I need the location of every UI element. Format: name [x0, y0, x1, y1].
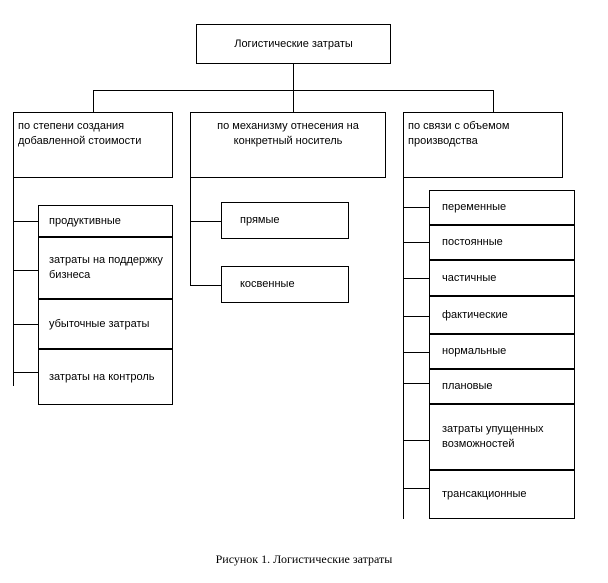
leaf-node-indirect [221, 266, 349, 303]
root-node [196, 24, 391, 64]
leaf-node-planned [429, 369, 575, 404]
branch3-spine-line [403, 178, 404, 519]
branch1-connector-3 [13, 324, 38, 325]
leaf-node-opportunity [429, 404, 575, 470]
leaf-node-fixed [429, 225, 575, 260]
branch3-connector-5 [403, 352, 429, 353]
leaf-node-indirect-label: косвенные [240, 278, 295, 290]
branch-node-production-volume [403, 112, 563, 178]
leaf-node-planned-label: плановые [442, 380, 493, 392]
leaf-node-variable-label: переменные [442, 201, 507, 213]
leaf-node-direct-label: прямые [240, 214, 280, 226]
branch-node-allocation-mechanism [190, 112, 386, 178]
leaf-node-transactional-label: трансакционные [442, 488, 527, 500]
branch-node-production-volume-label: по связи с объемом производства [408, 120, 510, 147]
branch2-spine-line [190, 178, 191, 285]
leaf-node-business-support-label: затраты на поддержку бизнеса [49, 254, 163, 281]
branch1-spine-line [13, 178, 14, 386]
leaf-node-fixed-label: постоянные [442, 236, 503, 248]
leaf-node-transactional [429, 470, 575, 519]
branch3-connector-4 [403, 316, 429, 317]
branch3-connector-6 [403, 383, 429, 384]
branch-node-allocation-mechanism-label: по механизму отнесения на конкретный носитель [217, 120, 359, 147]
branch3-connector-7 [403, 440, 429, 441]
branch3-connector-2 [403, 242, 429, 243]
branch-node-value-creation-label: по степени создания добавленной стоимости [18, 120, 142, 147]
leaf-node-partial [429, 260, 575, 296]
leaf-node-direct [221, 202, 349, 239]
root-node-label: Логистические затраты [234, 37, 353, 50]
branch-node-value-creation [13, 112, 173, 178]
branch1-connector-2 [13, 270, 38, 271]
leaf-node-control [38, 349, 173, 405]
leaf-node-control-label: затраты на контроль [49, 370, 155, 383]
leaf-node-business-support [38, 237, 173, 299]
leaf-node-variable [429, 190, 575, 225]
leaf-node-actual [429, 296, 575, 334]
leaf-node-normal [429, 334, 575, 369]
leaf-node-normal-label: нормальные [442, 345, 507, 357]
branch2-connector-1 [190, 221, 221, 222]
branch1-connector-1 [13, 221, 38, 222]
leaf-node-productive-label: продуктивные [49, 214, 121, 227]
leaf-node-opportunity-label: затраты упущенных возможностей [442, 423, 544, 450]
branch-drop-line-1 [93, 90, 94, 112]
figure-caption: Рисунок 1. Логистические затраты [215, 552, 393, 566]
leaf-node-actual-label: фактические [442, 308, 508, 321]
branch-drop-line-3 [493, 90, 494, 112]
branch1-connector-4 [13, 372, 38, 373]
branch3-connector-8 [403, 488, 429, 489]
leaf-node-partial-label: частичные [442, 271, 497, 284]
branch2-connector-2 [190, 285, 221, 286]
root-stem-line [293, 64, 294, 90]
branch-drop-line-2 [293, 90, 294, 112]
leaf-node-loss-making-label: убыточные затраты [49, 317, 150, 330]
branch3-connector-3 [403, 278, 429, 279]
branch3-connector-1 [403, 207, 429, 208]
leaf-node-productive [38, 205, 173, 237]
leaf-node-loss-making [38, 299, 173, 349]
